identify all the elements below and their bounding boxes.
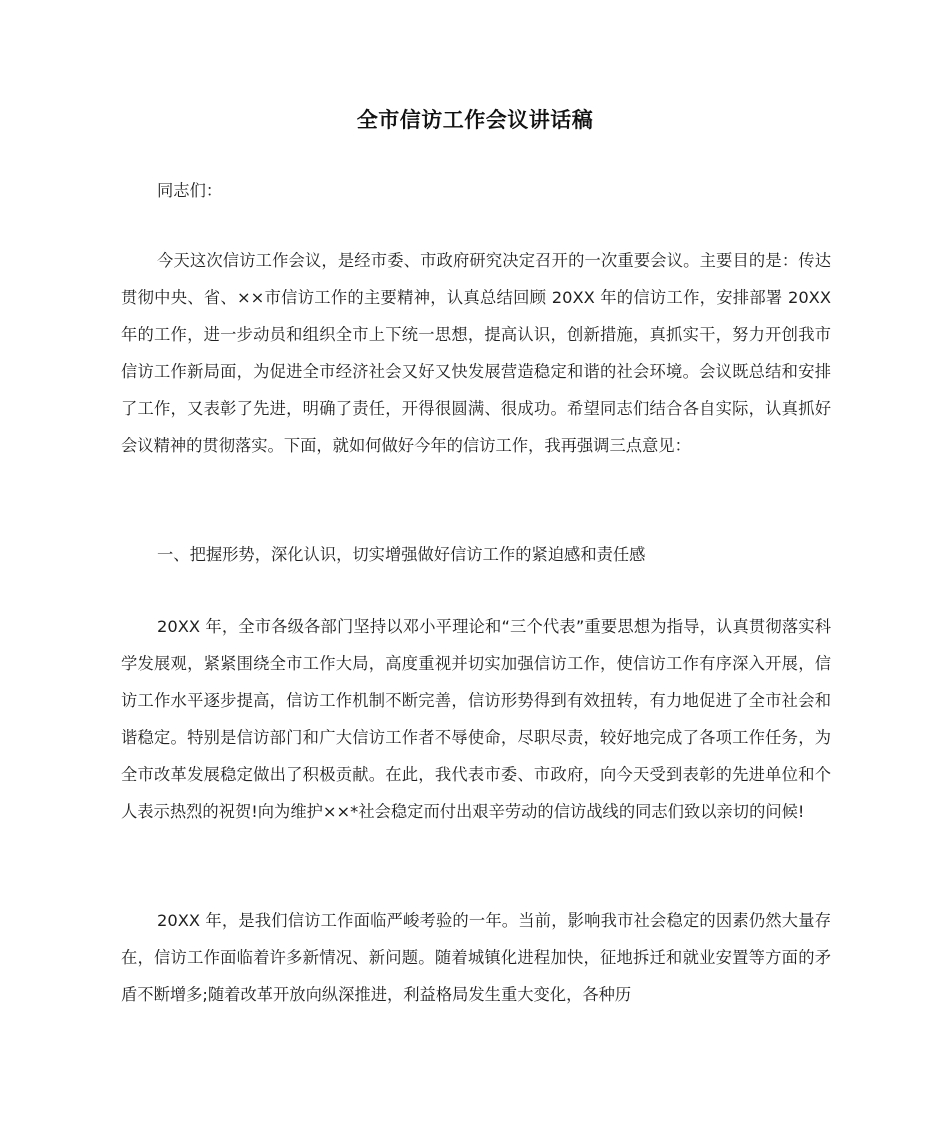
paragraph-review: 20XX 年，全市各级各部门坚持以邓小平理论和“三个代表”重要思想为指导，认真贯彻落实科学发展观，紧紧围绕全市工作大局，高度重视并切实加强信访工作，使信访工作有序深入开展，信访工作水平逐步提高，信访工作机制不断完善，信访形势得到有效扭转，有力地促进了全市社会和谐稳定。特别是信访部门和广大信访工作者不辱使命，尽职尽责，较好地完成了各项工作任务，为全市改革发展稳定做出了积极贡献。在此，我代表市委、市政府，向今天受到表彰的先进单位和个人表示热烈的祝贺!向为维护××*社会稳定而付出艰辛劳动的信访战线的同志们致以亲切的问候! [121,617,831,821]
section-heading-1: 一、把握形势，深化认识，切实增强做好信访工作的紧迫感和责任感 [157,545,646,564]
paragraph-intro: 今天这次信访工作会议，是经市委、市政府研究决定召开的一次重要会议。主要目的是：传达贯彻中央、省、××市信访工作的主要精神，认真总结回顾 20XX 年的信访工作，安排部署 20XX 年的工作，进一步动员和组织全市上下统一思想，提高认识，创新措施，真抓实干，努力开创我市信访工作新局面，为促进全市经济社会又好又快发展营造稳定和谐的社会环境。会议既总结和安排了工作，又表彰了先进，明确了责任，开得很圆满、很成功。希望同志们结合各自实际，认真抓好会议精神的贯彻落实。下面，就如何做好今年的信访工作，我再强调三点意见： [121,251,831,455]
greeting: 同志们： [157,181,223,200]
document-title: 全市信访工作会议讲话稿 [356,108,594,133]
paragraph-situation: 20XX 年，是我们信访工作面临严峻考验的一年。当前，影响我市社会稳定的因素仍然大量存在，信访工作面临着许多新情况、新问题。随着城镇化进程加快，征地拆迁和就业安置等方面的矛盾不断增多;随着改革开放向纵深推进，利益格局发生重大变化，各种历 [121,911,831,1004]
